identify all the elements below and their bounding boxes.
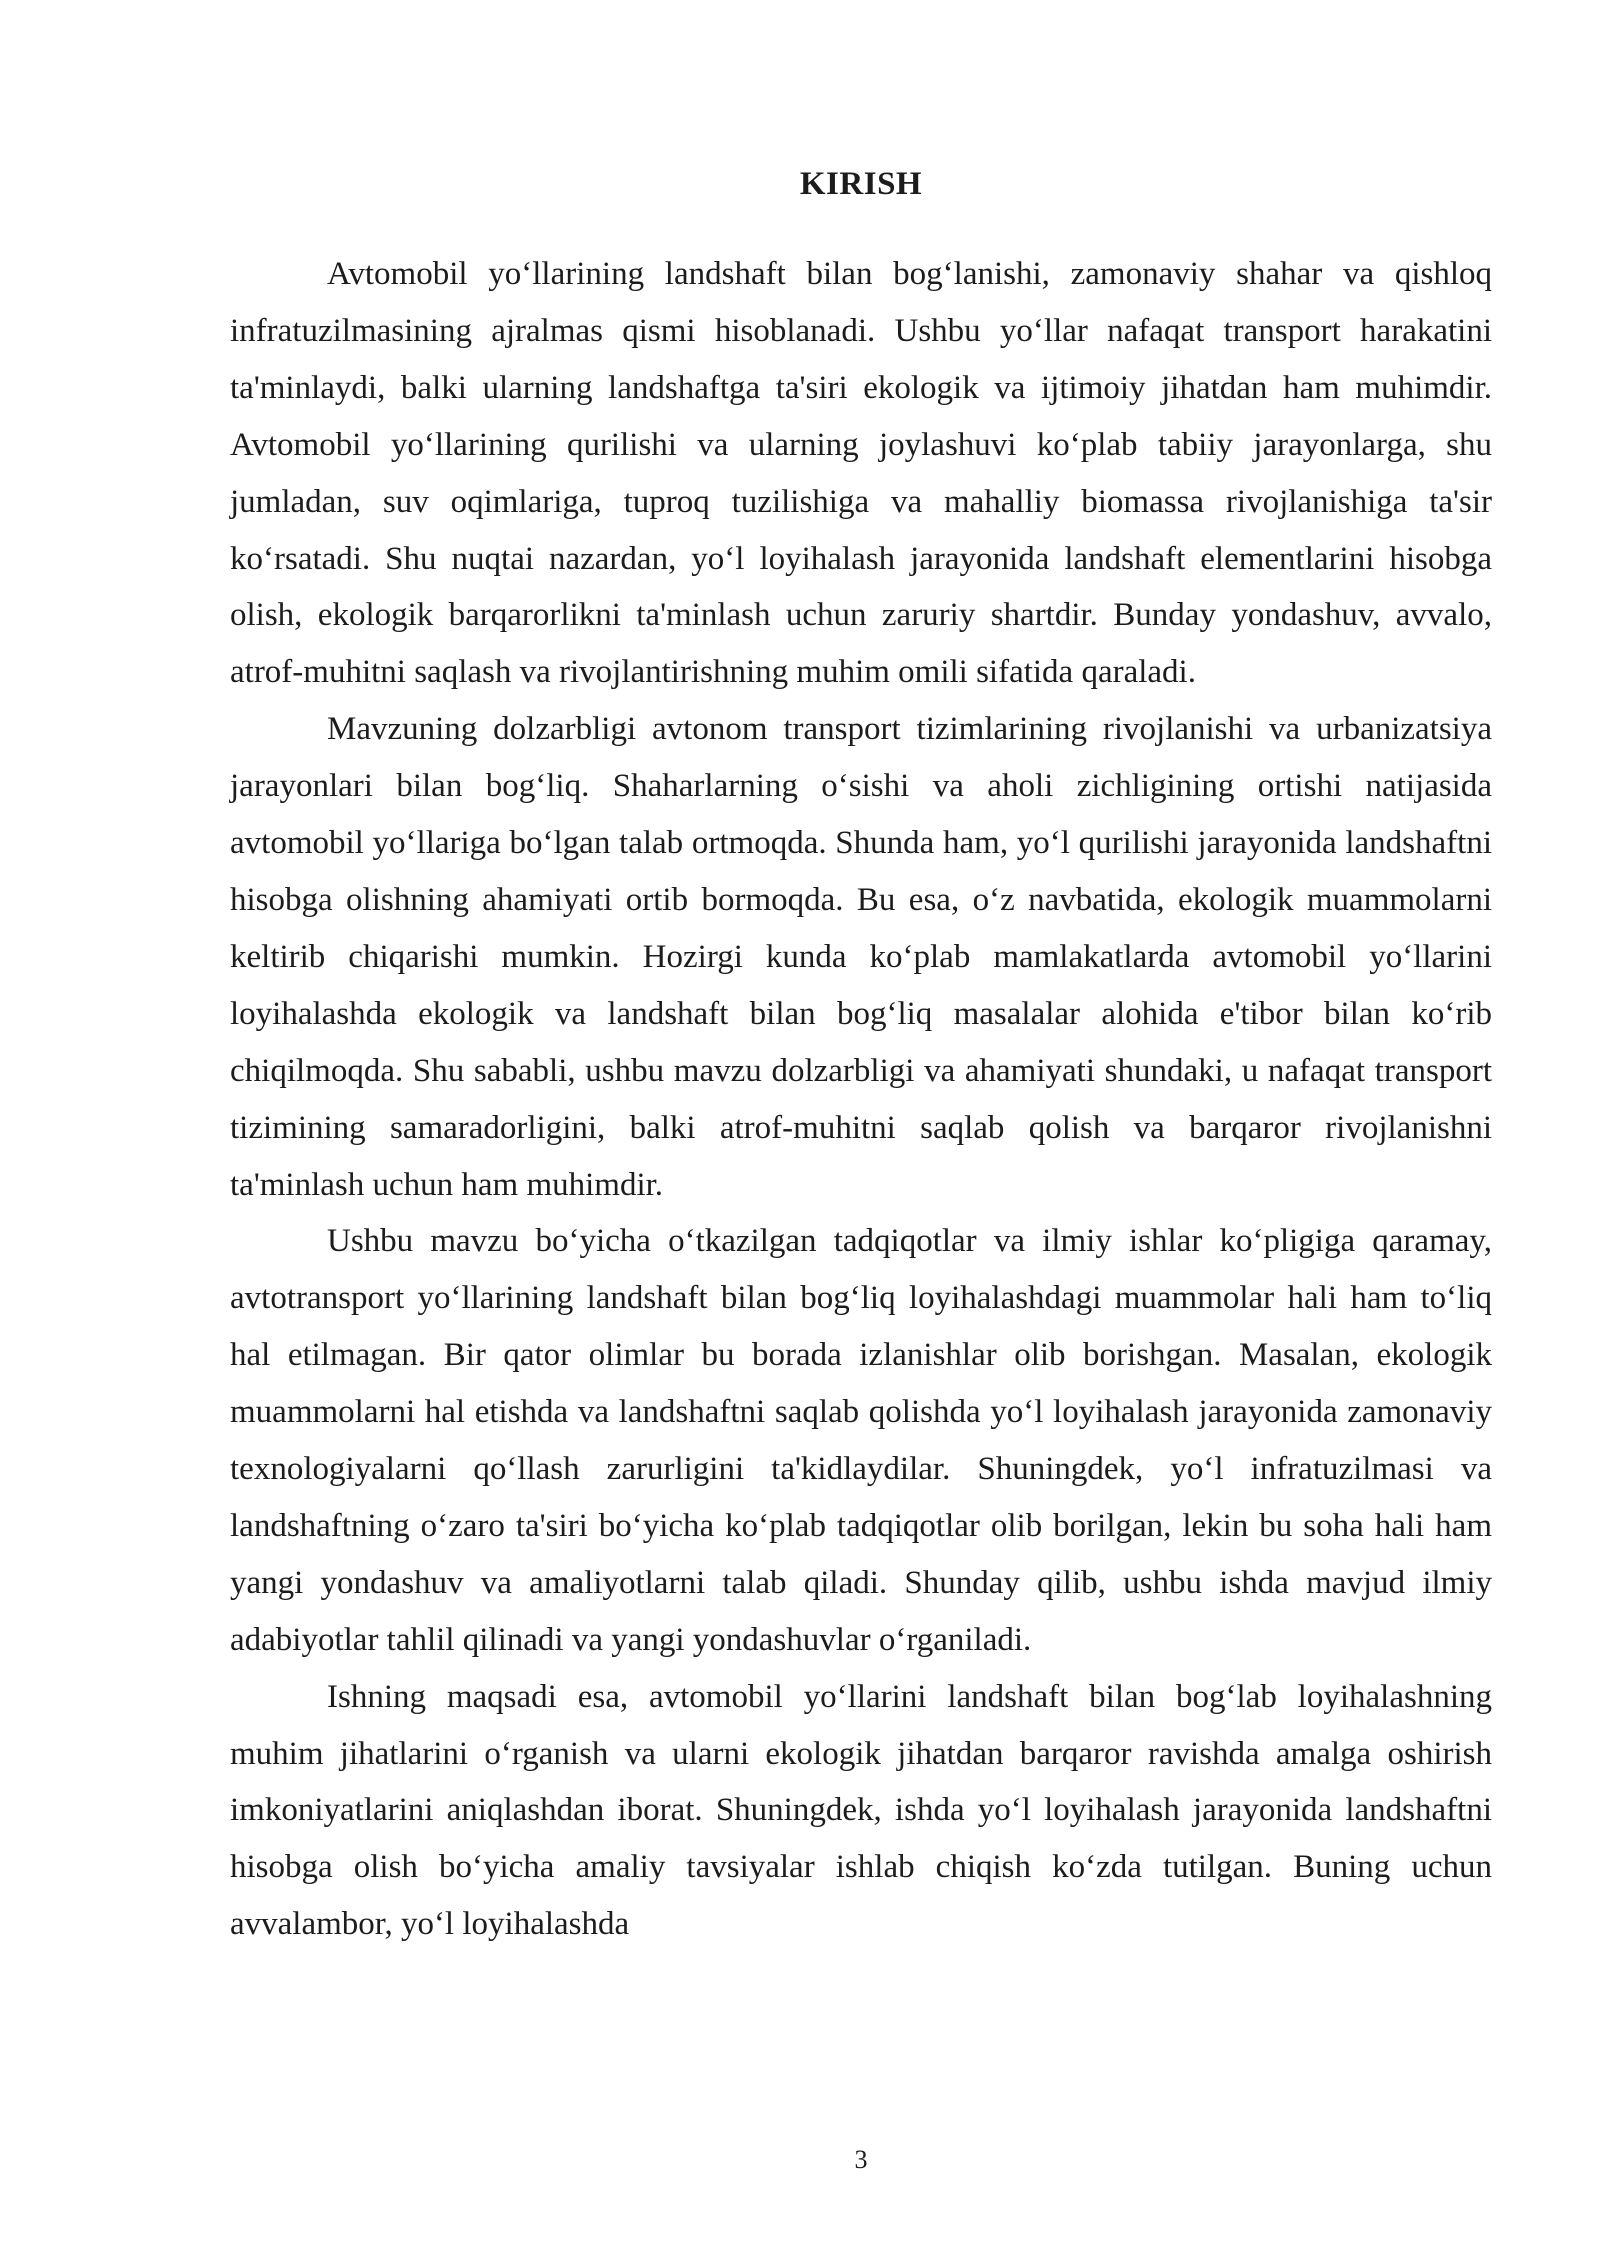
page-number: 3 bbox=[854, 2145, 868, 2174]
paragraph-goal: Ishning maqsadi esa, avtomobil yo‘llarini landshaft bilan bog‘lab loyihalashning muhim jihatlarini o‘rganish va ularni ekologik jihatdan barqaror ravishda amalga oshirish imkoniyatlarini aniqlashdan iborat. Shuningdek, ishda yo‘l loyihalash jarayonida landshaftni hisobga olish bo‘yicha amaliy tavsiyalar ishlab chiqish ko‘zda tutilgan. Buning uchun avvalambor, yo‘l loyihalashda bbox=[230, 1678, 1492, 1943]
paragraph-relevance: Mavzuning dolzarbligi avtonom transport tizimlarining rivojlanishi va urbanizatsiya jarayonlari bilan bog‘liq. Shaharlarning o‘sishi va aholi zichligining ortishi natijasida avtomobil yo‘llariga bo‘lgan talab ortmoqda. Shunda ham, yo‘l qurilishi jarayonida landshaftni hisobga olishning ahamiyati ortib bormoqda. Bu esa, o‘z navbatida, ekologik muammolarni keltirib chiqarishi mumkin. Hozirgi kunda ko‘plab mamlakatlarda avtomobil yo‘llarini loyihalashda ekologik va landshaft bilan bog‘liq masalalar alohida e'tibor bilan ko‘rib chiqilmoqda. Shu sababli, ushbu mavzu dolzarbligi va ahamiyati shundaki, u nafaqat transport tizimining samaradorligini, balki atrof-muhitni saqlab qolish va barqaror rivojlanishni ta'minlash uchun ham muhimdir. bbox=[230, 711, 1492, 1203]
paragraph-research: Ushbu mavzu bo‘yicha o‘tkazilgan tadqiqotlar va ilmiy ishlar ko‘pligiga qaramay, avtotransport yo‘llarining landshaft bilan bog‘liq loyihalashdagi muammolar hali ham to‘liq hal etilmagan. Bir qator olimlar bu borada izlanishlar olib borishgan. Masalan, ekologik muammolarni hal etishda va landshaftni saqlab qolishda yo‘l loyihalash jarayonida zamonaviy texnologiyalarni qo‘llash zarurligini ta'kidlaydilar. Shuningdek, yo‘l infratuzilmasi va landshaftning o‘zaro ta'siri bo‘yicha ko‘plab tadqiqotlar olib borilgan, lekin bu soha hali ham yangi yondashuv va amaliyotlarni talab qiladi. Shunday qilib, ushbu ishda mavjud ilmiy adabiyotlar tahlil qilinadi va yangi yondashuvlar o‘rganiladi. bbox=[230, 1223, 1492, 1658]
paragraph-intro: Avtomobil yo‘llarining landshaft bilan bog‘lanishi, zamonaviy shahar va qishloq infratuzilmasining ajralmas qismi hisoblanadi. Ushbu yo‘llar nafaqat transport harakatini ta'minlaydi, balki ularning landshaftga ta'siri ekologik va ijtimoiy jihatdan ham muhimdir. Avtomobil yo‘llarining qurilishi va ularning joylashuvi ko‘plab tabiiy jarayonlarga, shu jumladan, suv oqimlariga, tuproq tuzilishiga va mahalliy biomassa rivojlanishiga ta'sir ko‘rsatadi. Shu nuqtai nazardan, yo‘l loyihalash jarayonida landshaft elementlarini hisobga olish, ekologik barqarorlikni ta'minlash uchun zaruriy shartdir. Bunday yondashuv, avvalo, atrof-muhitni saqlash va rivojlantirishning muhim omili sifatida qaraladi. bbox=[230, 256, 1492, 691]
page-title: KIRISH bbox=[799, 166, 923, 202]
body-text bbox=[230, 246, 1492, 1953]
